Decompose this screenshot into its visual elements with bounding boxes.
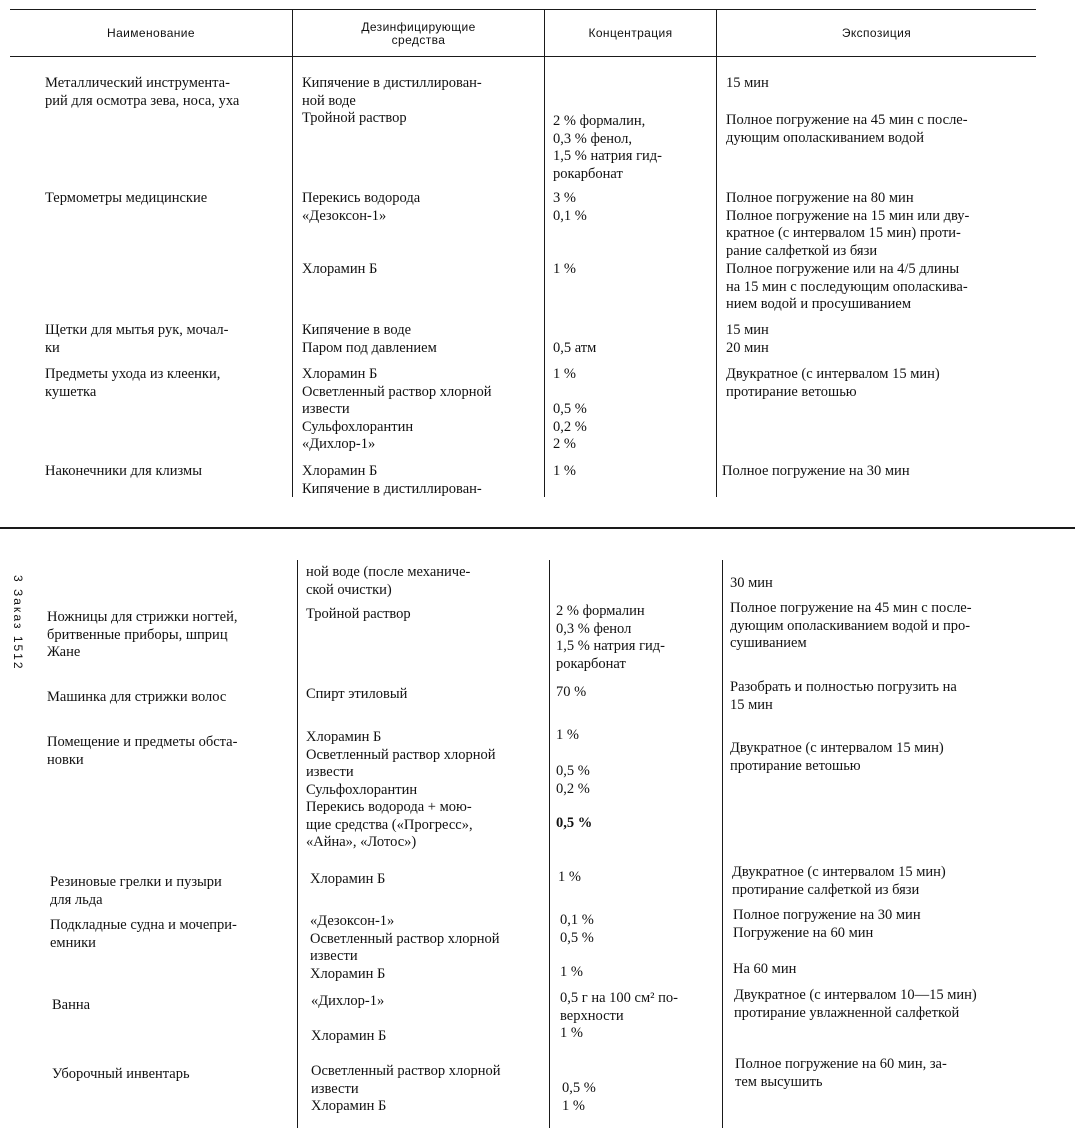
table-row-concentration: 2 % формалин 0,3 % фенол 1,5 % натрия гид- рокарбонат [556, 603, 666, 672]
table-row-agent: Хлорамин Б Осветленный раствор хлорной извести Сульфохлорантин Перекись водорода + мою- щие средства («Прогресс», «Айна», «Лотос») [306, 729, 496, 850]
col-rule-3-top [716, 9, 717, 497]
table-row-name: Предметы ухода из клеенки, кушетка [45, 366, 221, 400]
table-row-name: Щетки для мытья рук, мочал- ки [45, 322, 229, 356]
table-row-concentration: 70 % [556, 684, 587, 700]
table-row-agent: Хлорамин Б Осветленный раствор хлорной извести Сульфохлорантин «Дихлор-1» [302, 366, 492, 452]
table-row-exposure: 15 мин 20 мин [726, 322, 769, 356]
table-row-exposure: Полное погружение или на 4/5 длины на 15 мин с последующим ополаскива- нием водой и просушиванием [726, 261, 968, 312]
table-row-agent: Хлорамин Б [310, 871, 386, 887]
table-row-exposure: Полное погружение на 30 мин [722, 463, 910, 479]
table-row-agent: Осветленный раствор хлорной извести Хлорамин Б [311, 1063, 501, 1114]
table-row-name: Наконечники для клизмы [45, 463, 202, 479]
table-row-name: Помещение и предметы обста- новки [47, 734, 238, 768]
table-row-exposure: Полное погружение на 30 мин Погружение на 60 мин [733, 907, 921, 941]
table-row-concentration: 0,5 % 1 % [562, 1080, 596, 1114]
table-row-exposure: На 60 мин [733, 961, 797, 977]
table-row-concentration: 0,5 % 0,2 % 2 % [553, 401, 587, 452]
table-row-name: Подкладные судна и мочепри- емники [50, 917, 237, 951]
table-row-exposure: Полное погружение на 80 мин Полное погружение на 15 мин или дву- кратное (с интервалом 15 мин) проти- рание салфеткой из бязи [726, 190, 970, 259]
table-row-name: Термометры медицинские [45, 190, 208, 206]
col-rule-1-bottom [297, 560, 298, 1128]
header-concentration: Концентрация [588, 26, 673, 40]
table-row-concentration: 0,5 % 0,2 % [556, 763, 590, 797]
table-row-exposure: Разобрать и полностью погрузить на 15 мин [730, 679, 957, 713]
table-row-concentration: 1 % [553, 261, 576, 277]
table-row-exposure: Полное погружение на 60 мин, за- тем высушить [735, 1056, 947, 1090]
page-break-rule [0, 527, 1075, 529]
table-row-name: Резиновые грелки и пузыри для льда [50, 874, 222, 908]
table-row-agent: «Дезоксон-1» Осветленный раствор хлорной извести Хлорамин Б [310, 913, 500, 982]
table-row-name: Машинка для стрижки волос [47, 689, 227, 705]
table-row-exposure: Полное погружение на 45 мин с после- дующим ополаскиванием водой и про- сушиванием [730, 600, 972, 651]
side-note: 3 Заказ 1512 [11, 575, 25, 671]
table-row-exposure: 15 мин [726, 75, 769, 91]
table-row-exposure: Двукратное (с интервалом 15 мин) протирание ветошью [726, 366, 940, 400]
table-row-name: Ножницы для стрижки ногтей, бритвенные приборы, шприц Жане [47, 609, 238, 660]
table-row-agent: Хлорамин Б [302, 261, 378, 277]
table-row-concentration: 0,5 % [556, 815, 593, 831]
table-row-agent: Тройной раствор [302, 110, 407, 126]
table-row-agent: Хлорамин Б Кипячение в дистиллирован- [302, 463, 482, 497]
header-bottom-rule [10, 56, 1036, 57]
table-row-agent: Перекись водорода «Дезоксон-1» [302, 190, 421, 224]
table-row-agent: ной воде (после механиче- ской очистки) [306, 564, 471, 598]
table-row-exposure: Полное погружение на 45 мин с после- дующим ополаскиванием водой [726, 112, 968, 146]
table-row-name: Уборочный инвентарь [52, 1066, 190, 1082]
header-agent: Дезинфицирующие средства [361, 19, 476, 47]
col-rule-1-top [292, 9, 293, 497]
table-row-concentration: 1 % [558, 869, 581, 885]
table-row-concentration: 1 % [553, 366, 576, 382]
table-row-exposure: 30 мин [730, 575, 773, 591]
table-row-concentration: 1 % [560, 964, 583, 980]
table-row-agent: Хлорамин Б [311, 1028, 387, 1044]
table-row-concentration: 0,5 г на 100 см² по- верхности 1 % [560, 990, 678, 1041]
col-rule-3-bottom [722, 560, 723, 1128]
table-row-agent: Тройной раствор [306, 606, 411, 622]
col-rule-2-bottom [549, 560, 550, 1128]
table-row-name: Ванна [52, 997, 91, 1013]
header-name: Наименование [107, 26, 195, 40]
table-top-rule [10, 9, 1036, 10]
table-row-concentration: 0,5 атм [553, 340, 597, 356]
table-row-name: Металлический инструмента- рий для осмотра зева, носа, уха [45, 75, 240, 109]
table-row-agent: «Дихлор-1» [311, 993, 385, 1009]
header-exposure: Экспозиция [841, 26, 912, 40]
table-row-concentration: 1 % [553, 463, 576, 479]
table-row-exposure: Двукратное (с интервалом 10—15 мин) протирание увлажненной салфеткой [734, 987, 977, 1021]
table-row-concentration: 2 % формалин, 0,3 % фенол, 1,5 % натрия гид- рокарбонат [553, 113, 663, 182]
table-row-exposure: Двукратное (с интервалом 15 мин) протирание салфеткой из бязи [732, 864, 946, 898]
table-row-agent: Кипячение в воде Паром под давлением [302, 322, 437, 356]
table-row-concentration: 3 % 0,1 % [553, 190, 587, 224]
table-row-concentration: 1 % [556, 727, 579, 743]
table-row-agent: Спирт этиловый [306, 686, 408, 702]
table-row-concentration: 0,1 % 0,5 % [560, 912, 594, 946]
table-row-exposure: Двукратное (с интервалом 15 мин) протирание ветошью [730, 740, 944, 774]
table-row-agent: Кипячение в дистиллирован- ной воде [302, 75, 482, 109]
col-rule-2-top [544, 9, 545, 497]
